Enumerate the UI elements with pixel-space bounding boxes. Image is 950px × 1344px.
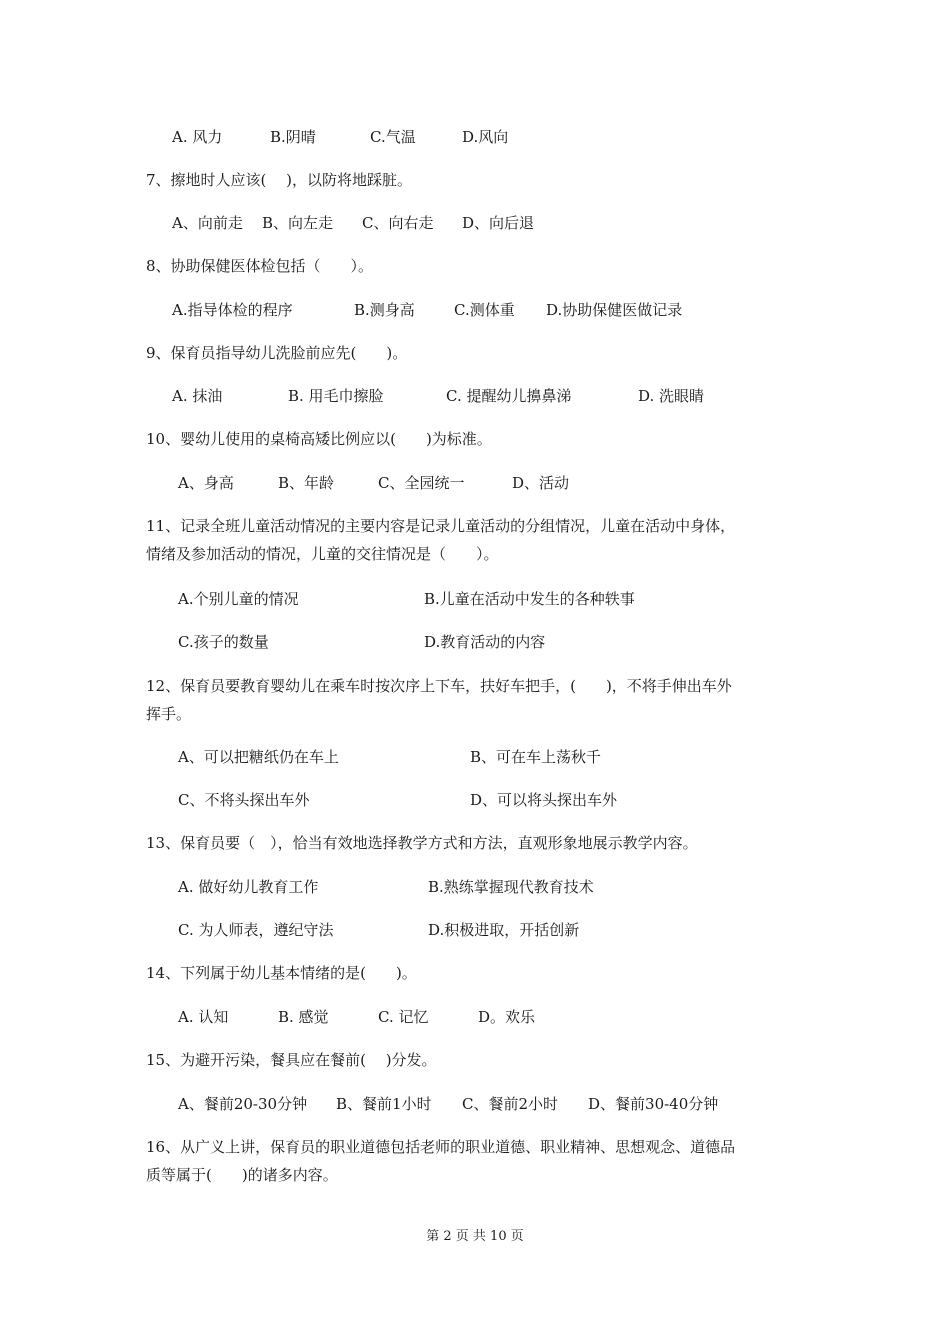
q10-option-b: B、年龄	[278, 474, 335, 492]
q10-option-a: A、身高	[178, 474, 234, 492]
q15-option-a: A、餐前20-30分钟	[178, 1095, 308, 1113]
q13-option-d: D.积极进取，开括创新	[428, 921, 580, 939]
q12-question-line1: 12、保育员要教育婴幼儿在乘车时按次序上下车，扶好车把手，( )，不将手伸出车外	[146, 677, 732, 695]
q8-option-a: A.指导体检的程序	[172, 301, 293, 319]
q12-option-a: A、可以把糖纸仍在车上	[178, 748, 339, 766]
q13-question: 13、保育员要（ ），恰当有效地选择教学方式和方法，直观形象地展示教学内容。	[146, 834, 698, 852]
q14-option-a: A. 认知	[178, 1008, 229, 1026]
q6-option-b: B.阴晴	[270, 128, 316, 146]
q12-option-d: D、可以将头探出车外	[470, 791, 618, 809]
q15-question: 15、为避开污染，餐具应在餐前( )分发。	[146, 1051, 437, 1069]
q10-question: 10、婴幼儿使用的桌椅高矮比例应以( )为标准。	[146, 430, 492, 448]
q9-option-c: C. 提醒幼儿擤鼻涕	[446, 387, 572, 405]
q14-option-b: B. 感觉	[278, 1008, 329, 1026]
q9-option-d: D. 洗眼睛	[638, 387, 705, 405]
q11-option-a: A.个别儿童的情况	[178, 590, 299, 608]
q11-option-d: D.教育活动的内容	[424, 633, 546, 651]
q11-question-line2: 情绪及参加活动的情况，儿童的交往情况是（ ）。	[146, 545, 499, 563]
q15-option-b: B、餐前1小时	[336, 1095, 432, 1113]
q9-question: 9、保育员指导幼儿洗脸前应先( )。	[146, 344, 408, 362]
q6-option-a: A. 风力	[172, 128, 223, 146]
q15-option-c: C、餐前2小时	[462, 1095, 559, 1113]
q14-question: 14、下列属于幼儿基本情绪的是( )。	[146, 964, 417, 982]
q12-option-b: B、可在车上荡秋千	[470, 748, 602, 766]
q6-option-c: C.气温	[370, 128, 416, 146]
q16-question-line2: 质等属于( )的诸多内容。	[146, 1166, 338, 1184]
q8-option-c: C.测体重	[454, 301, 515, 319]
q13-option-c: C. 为人师表，遵纪守法	[178, 921, 334, 939]
q14-option-d: D。欢乐	[478, 1008, 536, 1026]
q12-option-c: C、不将头探出车外	[178, 791, 310, 809]
q6-option-d: D.风向	[462, 128, 509, 146]
q13-option-a: A. 做好幼儿教育工作	[178, 878, 319, 896]
q11-question-line1: 11、记录全班儿童活动情况的主要内容是记录儿童活动的分组情况，儿童在活动中身体，	[146, 517, 736, 535]
q11-option-b: B.儿童在活动中发生的各种轶事	[424, 590, 635, 608]
q14-option-c: C. 记忆	[378, 1008, 429, 1026]
q13-option-b: B.熟练掌握现代教育技术	[428, 878, 594, 896]
q8-option-d: D.协助保健医做记录	[546, 301, 683, 319]
q8-option-b: B.测身高	[354, 301, 415, 319]
q15-option-d: D、餐前30-40分钟	[588, 1095, 719, 1113]
q7-option-c: C、向右走	[362, 214, 434, 232]
q7-question: 7、擦地时人应该( )，以防将地踩脏。	[146, 171, 413, 189]
q7-option-d: D、向后退	[462, 214, 535, 232]
q10-option-c: C、全园统一	[378, 474, 465, 492]
q16-question-line1: 16、从广义上讲，保育员的职业道德包括老师的职业道德、职业精神、思想观念、道德品	[146, 1138, 736, 1156]
q10-option-d: D、活动	[512, 474, 570, 492]
q11-option-c: C.孩子的数量	[178, 633, 269, 651]
q7-option-b: B、向左走	[262, 214, 334, 232]
q9-option-b: B. 用毛巾擦脸	[288, 387, 384, 405]
q9-option-a: A. 抹油	[172, 387, 223, 405]
q8-question: 8、协助保健医体检包括（ ）。	[146, 257, 374, 275]
q12-question-line2: 挥手。	[146, 705, 192, 723]
page-number-footer: 第 2 页 共 10 页	[426, 1229, 524, 1244]
q7-option-a: A、向前走	[172, 214, 243, 232]
